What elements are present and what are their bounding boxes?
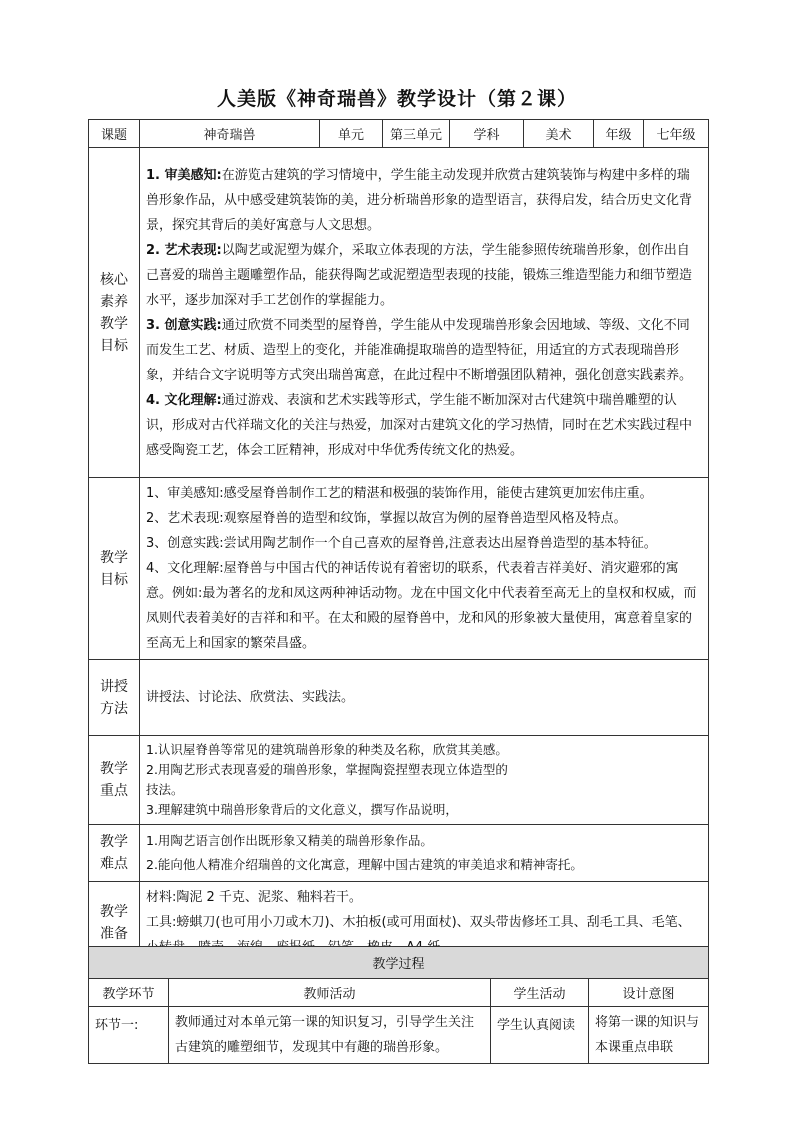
subject-value: 美术 — [524, 120, 594, 148]
grade-value: 七年级 — [644, 120, 709, 148]
column-header: 教师活动 — [169, 979, 491, 1007]
difficulty-line: 2.能向他人精准介绍瑞兽的文化寓意，理解中国古建筑的审美追求和精神寄托。 — [146, 857, 583, 872]
difficulties-row — [89, 825, 709, 882]
goals-row — [89, 478, 709, 660]
methods-row — [89, 660, 709, 736]
difficulties-label: 教学 难点 — [89, 825, 140, 882]
methods-label: 讲授 方法 — [89, 660, 140, 736]
difficulties-content — [140, 825, 709, 882]
core-goals-label: 核心 素养 教学 目标 — [89, 148, 140, 478]
key-point-line: 2.用陶艺形式表现喜爱的瑞兽形象，掌握陶瓷捏塑表现立体造型的 — [146, 762, 508, 777]
key-points-row — [89, 736, 709, 825]
table-row — [89, 1007, 709, 1064]
preparation-line: 工具:螃蜞刀(也可用小刀或木刀)、木拍板(或可用面杖)、双头带齿修坯工具、刮毛工具、毛笔、 — [146, 915, 691, 930]
process-heading-row — [89, 947, 709, 979]
goals-content — [140, 478, 709, 660]
column-header: 设计意图 — [589, 979, 709, 1007]
column-header: 学生活动 — [491, 979, 589, 1007]
key-points-content — [140, 736, 709, 825]
goals-label: 教学 目标 — [89, 478, 140, 660]
preparation-line: 材料:陶泥 2 千克、泥浆、釉料若干。 — [146, 890, 362, 905]
core-item: 2. 艺术表现:以陶艺或泥塑为媒介，采取立体表现的方法，学生能参照传统瑞兽形象，创作出自己喜爱的瑞兽主题雕塑作品，能获得陶艺或泥塑造型表现的技能，锻炼三维造型能力和细节塑造水平，逐步加深对手工艺创作的掌握能力。 — [146, 242, 693, 308]
methods-content: 讲授法、讨论法、欣赏法、实践法。 — [140, 660, 709, 736]
page-title: 人美版《神奇瑞兽》教学设计（第２课） — [216, 88, 577, 110]
header-row — [89, 120, 709, 148]
process-columns-row — [89, 979, 709, 1007]
core-item: 1. 审美感知:在游览古建筑的学习情境中，学生能主动发现并欣赏古建筑装饰与构建中多样的瑞兽形象作品，从中感受建筑装饰的美，进分析瑞兽形象的造型语言，获得启发，结合历史文化背景，探究其背后的美好寓意与人文思想。 — [146, 167, 693, 233]
key-point-line: 1.认识屋脊兽等常见的建筑瑞兽形象的种类及名称，欣赏其美感。 — [146, 742, 508, 757]
teacher-cell: 教师通过对本单元第一课的知识复习，引导学生关注古建筑的雕塑细节，发现其中有趣的瑞兽形象。 — [169, 1007, 491, 1064]
process-heading: 教学过程 — [89, 947, 709, 979]
key-point-line: 3.理解建筑中瑞兽形象背后的文化意义，撰写作品说明， — [146, 802, 458, 817]
goal-item: 3、创意实践:尝试用陶艺制作一个自己喜欢的屋脊兽,注意表达出屋脊兽造型的基本特征。 — [146, 536, 657, 551]
core-item: 4. 文化理解:通过游戏、表演和艺术实践等形式，学生能不断加深对古代建筑中瑞兽雕塑的认识，形成对古代祥瑞文化的关注与热爱，加深对古建筑文化的学习热情，同时在艺术实践过程中感受陶瓷工艺，体会工匠精神，形成对中华优秀传统文化的热爱。 — [146, 392, 693, 458]
key-point-line: 技法。 — [146, 782, 184, 797]
intent-cell: 将第一课的知识与本课重点串联 — [589, 1007, 709, 1064]
core-item: 3. 创意实践:通过欣赏不同类型的屋脊兽，学生能从中发现瑞兽形象会因地域、等级、文化不同而发生工艺、材质、造型上的变化，并能准确提取瑞兽的造型特征，用适宜的方式表现瑞兽形象，并结合文字说明等方式突出瑞兽寓意，在此过程中不断增强团队精神，强化创意实践素养。 — [146, 317, 693, 383]
stage-cell: 环节一: — [89, 1007, 169, 1064]
topic-value: 神奇瑞兽 — [140, 120, 320, 148]
core-goals-row — [89, 148, 709, 478]
preparation-label: 教学 准备 — [89, 882, 140, 964]
unit-label: 单元 — [320, 120, 383, 148]
goal-item: 2、艺术表现:观察屋脊兽的造型和纹饰，掌握以故宫为例的屋脊兽造型风格及特点。 — [146, 511, 627, 526]
column-header: 教学环节 — [89, 979, 169, 1007]
core-goals-content — [140, 148, 709, 478]
difficulty-line: 1.用陶艺语言创作出既形象又精美的瑞兽形象作品。 — [146, 833, 433, 848]
goal-item: 1、审美感知:感受屋脊兽制作工艺的精湛和极强的装饰作用，能使古建筑更加宏伟庄重。 — [146, 486, 653, 501]
unit-value: 第三单元 — [383, 120, 450, 148]
grade-label: 年级 — [594, 120, 644, 148]
subject-label: 学科 — [450, 120, 524, 148]
goal-item: 4、文化理解:屋脊兽与中国古代的神话传说有着密切的联系，代表着吉祥美好、消灾避邪的寓意。例如:最为著名的龙和凤这两种神话动物。龙在中国文化中代表着至高无上的皇权和权威，而凤则代表着美好的吉祥和和平。在太和殿的屋脊兽中，龙和风的形象被大量使用，寓意着皇家的至高无上和国家的繁荣昌盛。 — [146, 561, 697, 651]
lesson-info-table — [88, 119, 709, 964]
student-cell: 学生认真阅读 — [491, 1007, 589, 1064]
topic-label: 课题 — [89, 120, 140, 148]
process-table — [88, 946, 709, 1064]
key-points-label: 教学 重点 — [89, 736, 140, 825]
